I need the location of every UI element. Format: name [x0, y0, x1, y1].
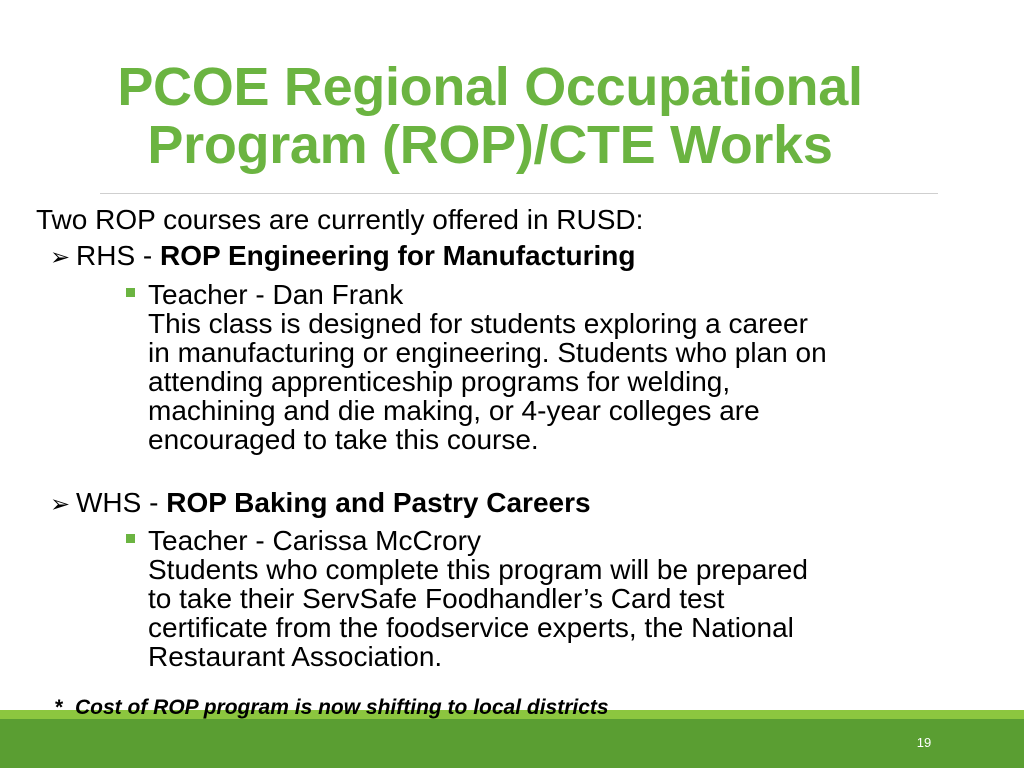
intro-text: Two ROP courses are currently offered in RUSD: — [36, 204, 644, 235]
description-line: This class is designed for students exploring a career — [148, 308, 808, 339]
arrow-bullet-icon: ➢ — [50, 244, 71, 271]
teacher-line: Teacher - Dan Frank — [148, 279, 404, 310]
square-bullet-icon — [126, 288, 135, 297]
cost-note — [55, 695, 609, 721]
note-asterisk: * — [55, 696, 64, 719]
course-bullet-rhs — [50, 239, 636, 275]
teacher-line: Teacher - Carissa McCrory — [148, 525, 481, 556]
square-bullet-icon — [126, 534, 135, 543]
course-details-whs — [126, 526, 988, 671]
title-line-1: PCOE Regional Occupational — [117, 57, 863, 117]
description-line: attending apprenticeship programs for welding, — [148, 366, 731, 397]
description-line: machining and die making, or 4-year colleges are — [148, 395, 760, 426]
description-line: encouraged to take this course. — [148, 424, 539, 455]
arrow-bullet-icon: ➢ — [50, 491, 71, 518]
course-details-rhs — [126, 280, 988, 454]
footer-band — [0, 719, 1024, 768]
course-bullet-whs — [50, 486, 591, 522]
description-line: Students who complete this program will be prepared — [148, 554, 808, 585]
title-divider — [100, 193, 938, 194]
description-line: in manufacturing or engineering. Students who plan on — [148, 337, 827, 368]
slide-title — [60, 58, 920, 174]
course-name: ROP Baking and Pastry Careers — [166, 487, 591, 518]
course-prefix: WHS - — [76, 487, 167, 518]
course-prefix: RHS - — [76, 240, 160, 271]
description-line: Restaurant Association. — [148, 641, 443, 672]
note-text: Cost of ROP program is now shifting to local districts — [75, 696, 609, 719]
description-line: certificate from the foodservice experts, the National — [148, 612, 794, 643]
title-line-2: Program (ROP)/CTE Works — [147, 115, 833, 175]
description-line: to take their ServSafe Foodhandler’s Card test — [148, 583, 725, 614]
page-number: 19 — [916, 735, 932, 750]
course-name: ROP Engineering for Manufacturing — [160, 240, 636, 271]
